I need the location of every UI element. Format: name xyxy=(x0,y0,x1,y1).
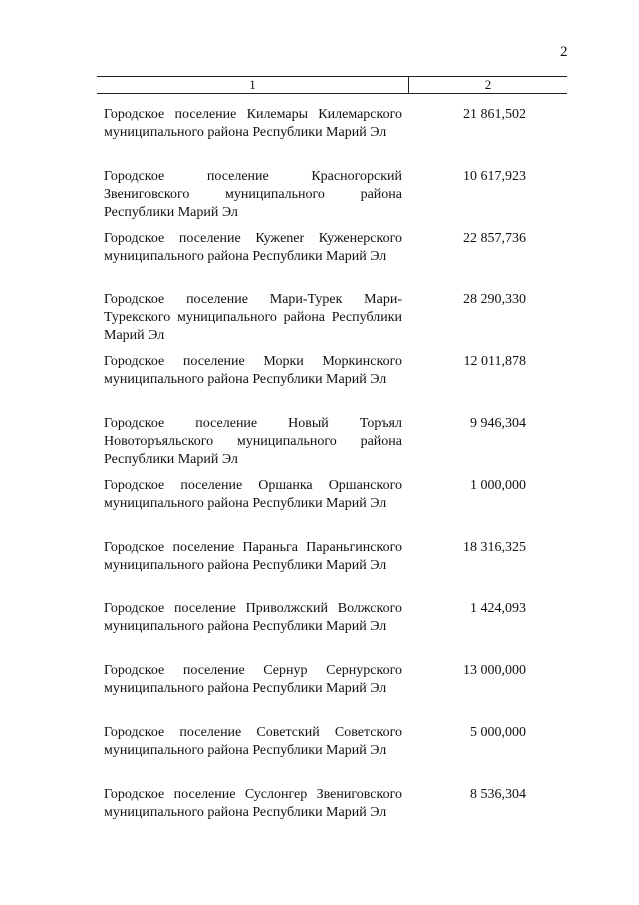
settlement-name: Городское поселение Приволжский Волжского муниципального района Республики Марий Эл xyxy=(104,601,402,635)
settlement-name: Городское поселение Сернур Сернурского муниципального района Республики Марий Эл xyxy=(104,663,402,697)
table-row xyxy=(0,662,639,724)
column-header-2: 2 xyxy=(484,77,492,92)
page-number: 2 xyxy=(560,44,568,60)
settlement-name: Городское поселение Оршанка Оршанского муниципального района Республики Марий Эл xyxy=(104,477,402,511)
table-row xyxy=(0,230,639,292)
table-body xyxy=(0,106,639,848)
table-row xyxy=(0,353,639,415)
table-row xyxy=(0,786,639,848)
table-row xyxy=(0,291,639,353)
settlement-name: Городское поселение Мари-Турек Мари-Турекского муниципального района Республики Марий Эл xyxy=(104,292,402,344)
table-row xyxy=(0,600,639,662)
table-row xyxy=(0,477,639,539)
settlement-amount: 5 000,000 xyxy=(470,724,526,740)
settlement-name: Городское поселение Суслонгер Звениговского муниципального района Республики Марий Эл xyxy=(104,786,402,820)
settlement-name: Городское поселение Морки Моркинского муниципального района Республики Марий Эл xyxy=(104,354,402,388)
settlement-amount: 8 536,304 xyxy=(470,786,526,802)
table-row xyxy=(0,415,639,477)
column-header-1: 1 xyxy=(97,77,409,93)
settlement-name: Городское поселение Килемары Килемарского муниципального района Республики Марий Эл xyxy=(104,107,402,140)
settlement-amount: 9 946,304 xyxy=(470,415,526,431)
settlement-name: Городское поселение Красногорский Звениговского муниципального района Республики Марий Эл xyxy=(104,168,402,220)
settlement-amount: 13 000,000 xyxy=(463,663,526,679)
settlement-amount: 12 011,878 xyxy=(463,354,526,370)
settlement-amount: 21 861,502 xyxy=(463,107,526,122)
table-row xyxy=(0,106,639,168)
table-row xyxy=(0,168,639,230)
settlement-amount: 1 000,000 xyxy=(470,477,526,493)
settlement-amount: 18 316,325 xyxy=(463,539,526,555)
settlement-amount: 28 290,330 xyxy=(463,292,526,308)
settlement-name: Городское поселение Советский Советского муниципального района Республики Марий Эл xyxy=(104,724,402,758)
table-row xyxy=(0,539,639,601)
settlement-name: Городское поселение Новый Торъял Новоторъяльского муниципального района Республики Марий Эл xyxy=(104,415,402,467)
settlement-name: Городское поселение Кужener Куженерского муниципального района Республики Марий Эл xyxy=(104,230,402,264)
settlement-amount: 22 857,736 xyxy=(463,230,526,246)
table-row xyxy=(0,724,639,786)
table-header xyxy=(97,76,567,94)
settlement-name: Городское поселение Параньга Параньгинского муниципального района Республики Марий Эл xyxy=(104,539,402,573)
settlement-amount: 10 617,923 xyxy=(463,168,526,184)
settlement-amount: 1 424,093 xyxy=(470,601,526,617)
